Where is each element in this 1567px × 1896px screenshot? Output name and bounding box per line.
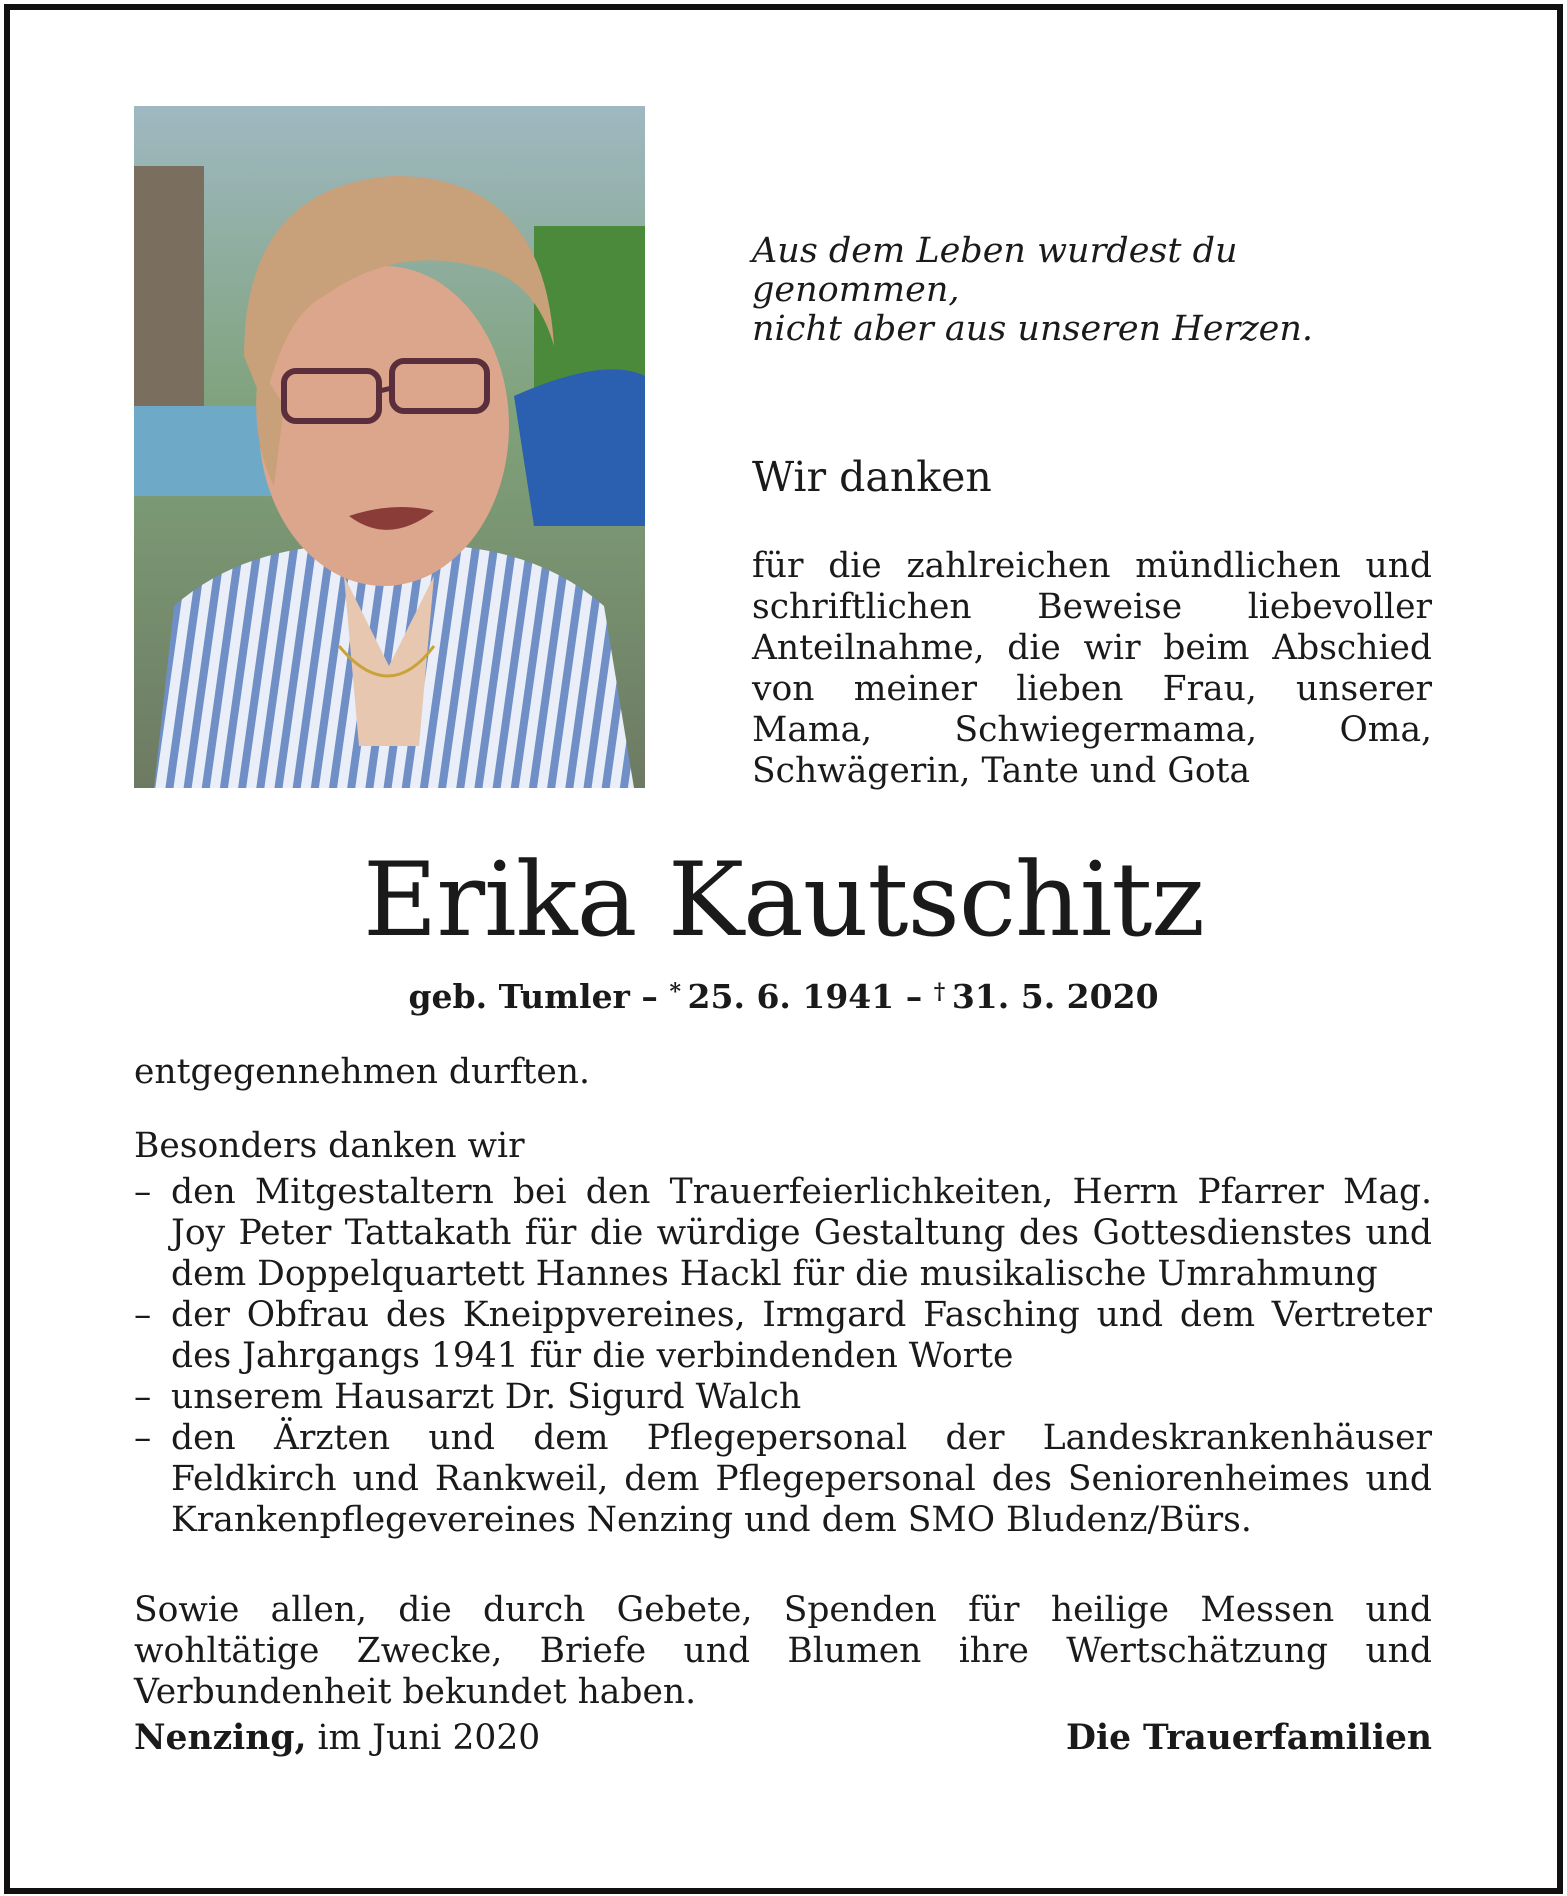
quote-line-1: Aus dem Leben wurdest du genommen, [752, 231, 1238, 310]
list-item [134, 1295, 1432, 1377]
dash: – [134, 1377, 152, 1417]
list-item [134, 1418, 1432, 1541]
life-dates [10, 972, 1557, 1017]
special-thanks-list [134, 1172, 1432, 1541]
portrait-photo [134, 106, 645, 788]
dash: – [134, 1172, 152, 1212]
quote-line-2: nicht aber aus unseren Herzen. [752, 309, 1314, 349]
list-item [134, 1377, 1432, 1418]
list-item-text: der Obfrau des Kneippvereines, Irmgard Fasching und dem Vertreter des Jahrgangs 1941 für die verbindenden Worte [171, 1295, 1432, 1376]
portrait-photo-icon [134, 106, 645, 788]
deceased-name: Erika Kautschitz [362, 841, 1205, 960]
notice-frame [4, 4, 1563, 1894]
death-symbol: † [933, 979, 946, 1005]
notice-date: im Juni 2020 [317, 1718, 541, 1758]
dash: – [134, 1295, 152, 1335]
thanks-body: für die zahlreichen mündlichen und schriftlichen Beweise liebevoller Anteilnahme, die wir beim Abschied von meiner lieben Frau, unserer Mama, Schwiegermama, Oma, Schwägerin, Tante und Gota [752, 546, 1432, 791]
death-date: 31. 5. 2020 [951, 977, 1159, 1016]
birth-symbol: * [669, 979, 681, 1005]
closing-paragraph: Sowie allen, die durch Gebete, Spenden für heilige Messen und wohltätige Zwecke, Briefe und Blumen ihre Wertschätzung und Verbundenheit bekundet haben. [134, 1590, 1432, 1712]
place-date [134, 1718, 540, 1759]
signature: Die Trauerfamilien [1066, 1718, 1432, 1758]
thanks-heading: Wir danken [752, 453, 992, 501]
obituary-page [10, 10, 1557, 1888]
birth-date: 25. 6. 1941 – [687, 977, 923, 1016]
place-name: Nenzing, [134, 1718, 307, 1758]
list-item-text: unserem Hausarzt Dr. Sigurd Walch [171, 1377, 802, 1417]
list-item-text: den Ärzten und dem Pflegepersonal der Landeskrankenhäuser Feldkirch und Rankweil, dem Pflegepersonal des Seniorenheimes und Krankenpflegevereines Nenzing und dem SMO Bludenz/Bürs. [171, 1418, 1432, 1540]
special-thanks-heading: Besonders danken wir [134, 1126, 525, 1166]
list-item-text: den Mitgestaltern bei den Trauerfeierlichkeiten, Herrn Pfarrer Mag. Joy Peter Tattakath für die würdige Gestaltung des Gottesdienstes und dem Doppelquartett Hannes Hackl für die musikalische Umrahmung [171, 1172, 1432, 1294]
dash: – [134, 1418, 152, 1458]
maiden-name: geb. Tumler – [408, 977, 658, 1016]
list-item [134, 1172, 1432, 1295]
memorial-quote [752, 232, 1452, 349]
received-text: entgegennehmen durften. [134, 1052, 590, 1092]
